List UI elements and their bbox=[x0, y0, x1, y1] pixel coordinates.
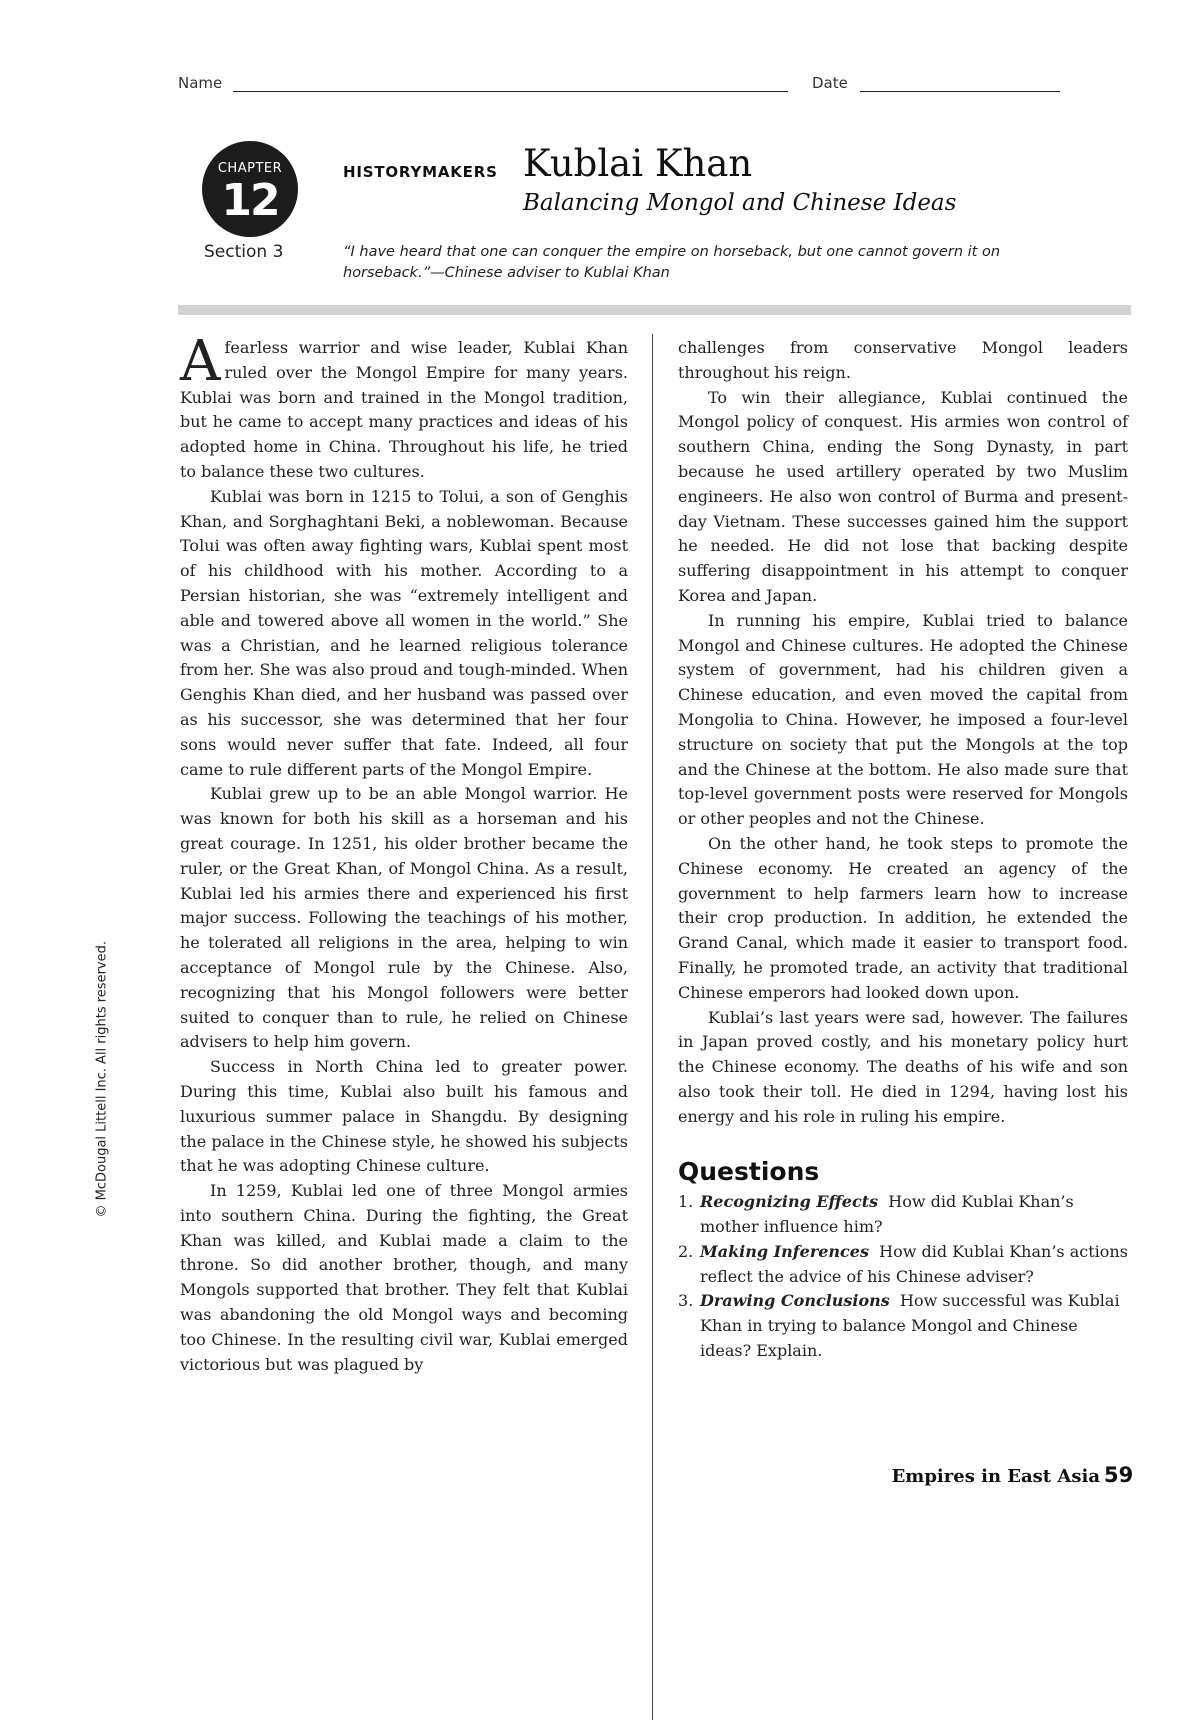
name-field-line bbox=[233, 91, 788, 92]
question-text: How did Kublai Khan’s actions reflect the advice of his Chinese adviser? bbox=[700, 1241, 1128, 1286]
name-label: Name bbox=[178, 74, 223, 92]
question-skill: Making Inferences bbox=[700, 1241, 869, 1261]
question-text: How successful was Kublai Khan in trying to balance Mongol and Chinese ideas? Explain. bbox=[700, 1291, 1120, 1361]
copyright-text: © McDougal Littell Inc. All rights reserved. bbox=[94, 941, 110, 1218]
series-label: HISTORYMAKERS bbox=[343, 163, 498, 181]
question-number: 2. bbox=[678, 1241, 694, 1261]
column-divider bbox=[652, 334, 653, 1720]
footer-unit-title: Empires in East Asia bbox=[891, 1466, 1100, 1487]
chapter-number: 12 bbox=[221, 175, 279, 226]
paragraph: Kublai was born in 1215 to Tolui, a son of Genghis Khan, and Sorghaghtani Beki, a noblewoman. Because Tolui was often away fighting wars, Kublai spent most of his childhood with his mother. According to a Persian historian, she was “extremely intelligent and able and towered above all women in the world.” She was a Christian, and he learned religious tolerance from her. She was also proud and tough-minded. When Genghis Khan died, and her husband was passed over as his successor, she was determined that her four sons would never suffer that fate. Indeed, all four came to rule different parts of the Mongol Empire. bbox=[180, 486, 628, 779]
question-item bbox=[678, 1289, 1128, 1363]
question-text: How did Kublai Khan’s mother influence him? bbox=[700, 1192, 1074, 1237]
date-field-line bbox=[860, 91, 1060, 92]
drop-cap: A bbox=[180, 329, 221, 394]
page-number: 59 bbox=[1104, 1463, 1134, 1487]
section-label: Section 3 bbox=[204, 242, 284, 262]
header-rule bbox=[178, 305, 1131, 315]
body-column-right bbox=[678, 336, 1128, 1364]
paragraph: On the other hand, he took steps to promote the Chinese economy. He created an agency of the government to help farmers learn how to increase their crop production. In addition, he extended the Grand Canal, which made it easier to transport food. Finally, he promoted trade, an activity that traditional Chinese emperors had looked down upon. bbox=[678, 833, 1128, 1002]
paragraph: Kublai’s last years were sad, however. The failures in Japan proved costly, and his monetary policy hurt the Chinese economy. The deaths of his wife and son also took their toll. He died in 1294, having lost his energy and his role in ruling his empire. bbox=[678, 1007, 1128, 1126]
chapter-word: CHAPTER bbox=[217, 161, 283, 176]
question-number: 1. bbox=[678, 1192, 694, 1212]
page-title: Kublai Khan bbox=[523, 142, 753, 185]
question-skill: Drawing Conclusions bbox=[700, 1291, 890, 1311]
paragraph-intro bbox=[180, 329, 628, 485]
question-skill: Recognizing Effects bbox=[700, 1192, 879, 1212]
date-label: Date bbox=[812, 74, 848, 92]
copyright-notice bbox=[94, 941, 110, 1218]
paragraph: In running his empire, Kublai tried to balance Mongol and Chinese cultures. He adopted the Chinese system of government, had his children given a Chinese education, and even moved the capital from Mongolia to China. However, he imposed a four-level structure on society that put the Mongols at the top and the Chinese at the bottom. He also made sure that top-level government posts were reserved for Mongols or other peoples and not the Chinese. bbox=[678, 610, 1128, 829]
epigraph-quote: “I have heard that one can conquer the empire on horseback, but one cannot govern it on horseback.”—Chinese adviser to Kublai Khan bbox=[343, 244, 1001, 281]
paragraph-intro-text: fearless warrior and wise leader, Kublai Khan ruled over the Mongol Empire for many years. Kublai was born and trained in the Mongol tradition, but he came to accept many practices and ideas of his adopted home in China. Throughout his life, he tried to balance these two cultures. bbox=[180, 338, 628, 481]
paragraph-continued: challenges from conservative Mongol leaders throughout his reign. bbox=[678, 338, 1128, 382]
questions-heading: Questions bbox=[678, 1156, 820, 1186]
question-item bbox=[678, 1240, 1128, 1290]
paragraph: To win their allegiance, Kublai continued the Mongol policy of conquest. His armies won control of southern China, ending the Song Dynasty, in part because he used artillery operated by two Muslim engineers. He also won control of Burma and present-day Vietnam. These successes gained him the support he needed. He did not lose that backing despite suffering disappointment in his attempt to conquer Korea and Japan. bbox=[678, 387, 1128, 605]
body-column-left bbox=[180, 329, 628, 1377]
page-subtitle: Balancing Mongol and Chinese Ideas bbox=[523, 190, 957, 216]
paragraph: In 1259, Kublai led one of three Mongol armies into southern China. During the fighting, the Great Khan was killed, and Kublai made a claim to the throne. So did another brother, though, and many Mongols supported that brother. They felt that Kublai was abandoning the old Mongol ways and becoming too Chinese. In the resulting civil war, Kublai emerged victorious but was plagued by bbox=[180, 1181, 628, 1374]
chapter-badge bbox=[202, 141, 298, 237]
question-item bbox=[678, 1190, 1128, 1240]
paragraph: Kublai grew up to be an able Mongol warrior. He was known for both his skill as a horseman and his great courage. In 1251, his older brother became the ruler, or the Great Khan, of Mongol China. As a result, Kublai led his armies there and experienced his first major success. Following the teachings of his mother, he tolerated all religions in the area, helping to win acceptance of Mongol rule by the Chinese. Also, recognizing that his Mongol followers were better suited to conquer than to rule, he relied on Chinese advisers to help him govern. bbox=[180, 784, 628, 1052]
question-number: 3. bbox=[678, 1291, 694, 1311]
paragraph: Success in North China led to greater power. During this time, Kublai also built his famous and luxurious summer palace in Shangdu. By designing the palace in the Chinese style, he showed his subjects that he was adopting Chinese culture. bbox=[180, 1057, 628, 1176]
